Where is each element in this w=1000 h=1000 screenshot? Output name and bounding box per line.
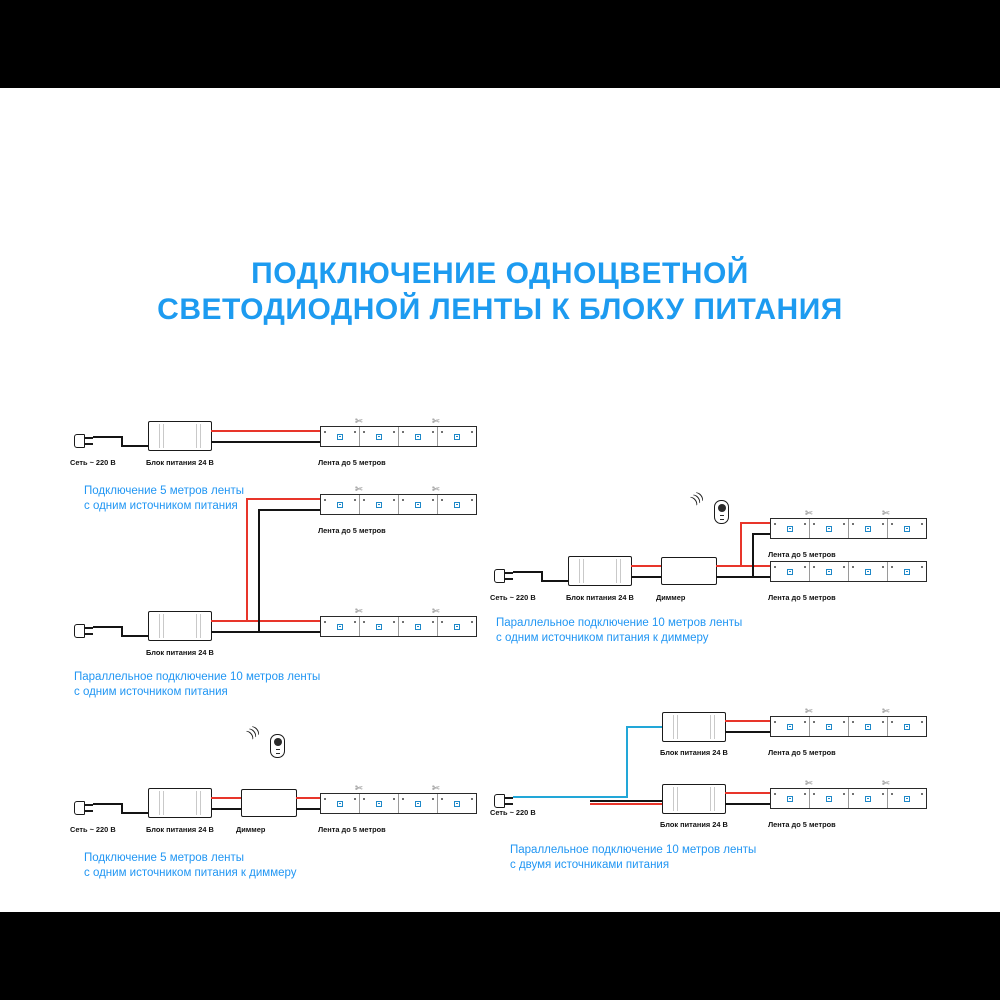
caption-line-2: с одним источником питания xyxy=(84,500,238,512)
mains-cord-2 xyxy=(541,580,569,582)
power-supply-unit xyxy=(662,712,726,742)
caption-line-2: с одним источником питания к диммеру xyxy=(84,867,297,879)
poster-sheet xyxy=(0,88,1000,912)
led-strip xyxy=(770,788,927,809)
mains-branch-riser xyxy=(626,726,628,798)
label-mains: Сеть ~ 220 В xyxy=(490,808,536,817)
wire-negative-riser xyxy=(258,509,260,631)
wire-positive-riser xyxy=(740,522,742,567)
mains-branch-top xyxy=(626,726,664,728)
label-strip: Лента до 5 метров xyxy=(768,820,836,829)
cut-mark-icon: ✄ xyxy=(882,706,890,716)
cut-mark-icon: ✄ xyxy=(432,783,440,793)
label-psu: Блок питания 24 В xyxy=(566,593,634,602)
mains-cord xyxy=(513,571,543,573)
label-dimmer: Диммер xyxy=(236,825,266,834)
diagram-5 xyxy=(490,698,960,898)
diagram-5-caption xyxy=(510,843,756,873)
label-strip: Лента до 5 метров xyxy=(318,458,386,467)
cut-mark-icon: ✄ xyxy=(432,606,440,616)
caption-line-1: Параллельное подключение 10 метров ленты xyxy=(74,671,321,683)
led-strip xyxy=(320,793,477,814)
wire-positive xyxy=(725,792,771,794)
wire-positive-top xyxy=(740,522,772,524)
label-strip: Лента до 5 метров xyxy=(768,593,836,602)
led-strip xyxy=(320,426,477,447)
power-supply-unit xyxy=(148,788,212,818)
wire-positive-riser xyxy=(246,498,248,621)
caption-line-2: с одним источником питания к диммеру xyxy=(496,632,709,644)
cut-mark-icon: ✄ xyxy=(805,778,813,788)
wire-negative-top xyxy=(258,509,322,511)
mains-cord-2 xyxy=(121,635,149,637)
wire-positive xyxy=(211,797,243,799)
wire-negative xyxy=(631,576,663,578)
led-strip xyxy=(770,561,927,582)
caption-line-2: с двумя источниками питания xyxy=(510,859,670,871)
wire-negative-top xyxy=(752,533,772,535)
caption-line-2: с одним источником питания xyxy=(74,686,228,698)
diagram-4 xyxy=(490,418,960,668)
diagram-3-caption xyxy=(84,851,297,881)
wire-negative xyxy=(211,808,243,810)
power-supply-unit xyxy=(148,611,212,641)
wire-negative xyxy=(725,731,771,733)
label-psu: Блок питания 24 В xyxy=(146,825,214,834)
wire-negative xyxy=(725,803,771,805)
caption-line-1: Подключение 5 метров ленты xyxy=(84,485,244,497)
label-mains: Сеть ~ 220 В xyxy=(70,458,116,467)
signal-waves-icon: ))) xyxy=(245,723,262,741)
wire-positive xyxy=(211,430,321,432)
wire-negative xyxy=(211,631,321,633)
wire-positive-top xyxy=(246,498,322,500)
label-psu: Блок питания 24 В xyxy=(146,458,214,467)
led-strip xyxy=(320,494,477,515)
page-title-line-2: СВЕТОДИОДНОЙ ЛЕНТЫ К БЛОКУ ПИТАНИЯ xyxy=(157,293,843,326)
led-strip xyxy=(320,616,477,637)
label-strip: Лента до 5 метров xyxy=(318,526,386,535)
diagram-3 xyxy=(70,688,510,908)
mains-cord xyxy=(93,436,123,438)
power-supply-unit xyxy=(662,784,726,814)
wire-positive xyxy=(211,620,321,622)
led-strip xyxy=(770,518,927,539)
mains-cord-lower xyxy=(590,800,664,802)
label-strip: Лента до 5 метров xyxy=(768,550,836,559)
wire-negative-riser xyxy=(752,533,754,578)
wire-negative xyxy=(211,441,321,443)
cut-mark-icon: ✄ xyxy=(355,484,363,494)
mains-cord xyxy=(93,626,123,628)
cut-mark-icon: ✄ xyxy=(805,706,813,716)
page-title-line-1: ПОДКЛЮЧЕНИЕ ОДНОЦВЕТНОЙ xyxy=(251,257,749,290)
remote-control-icon xyxy=(270,734,285,758)
mains-cord xyxy=(513,796,577,798)
mains-cord xyxy=(93,803,123,805)
wire-negative xyxy=(716,576,771,578)
cut-mark-icon: ✄ xyxy=(805,508,813,518)
caption-line-1: Параллельное подключение 10 метров ленты xyxy=(496,617,743,629)
wire-positive xyxy=(716,565,771,567)
label-strip: Лента до 5 метров xyxy=(768,748,836,757)
wire-positive xyxy=(725,720,771,722)
label-mains: Сеть ~ 220 В xyxy=(490,593,536,602)
cut-mark-icon: ✄ xyxy=(355,783,363,793)
signal-waves-icon: ))) xyxy=(689,489,706,507)
cut-mark-icon: ✄ xyxy=(432,484,440,494)
dimmer-unit xyxy=(661,557,717,585)
label-psu: Блок питания 24 В xyxy=(660,748,728,757)
cut-mark-icon: ✄ xyxy=(432,416,440,426)
caption-line-1: Подключение 5 метров ленты xyxy=(84,852,244,864)
mains-cord-2 xyxy=(121,445,149,447)
label-psu: Блок питания 24 В xyxy=(660,820,728,829)
label-psu: Блок питания 24 В xyxy=(146,648,214,657)
label-mains: Сеть ~ 220 В xyxy=(70,825,116,834)
cut-mark-icon: ✄ xyxy=(882,778,890,788)
label-strip: Лента до 5 метров xyxy=(318,825,386,834)
wire-positive xyxy=(631,565,663,567)
power-supply-unit xyxy=(148,421,212,451)
led-strip xyxy=(770,716,927,737)
page-title xyxy=(0,256,1000,328)
remote-control-icon xyxy=(714,500,729,524)
cut-mark-icon: ✄ xyxy=(355,606,363,616)
mains-branch-diag xyxy=(570,796,628,798)
diagram-4-caption xyxy=(496,616,742,646)
mains-cord-2 xyxy=(121,812,149,814)
caption-line-1: Параллельное подключение 10 метров ленты xyxy=(510,844,757,856)
dimmer-unit xyxy=(241,789,297,817)
cut-mark-icon: ✄ xyxy=(882,508,890,518)
mains-cord-lower-2 xyxy=(590,803,664,805)
cut-mark-icon: ✄ xyxy=(355,416,363,426)
label-dimmer: Диммер xyxy=(656,593,686,602)
power-supply-unit xyxy=(568,556,632,586)
